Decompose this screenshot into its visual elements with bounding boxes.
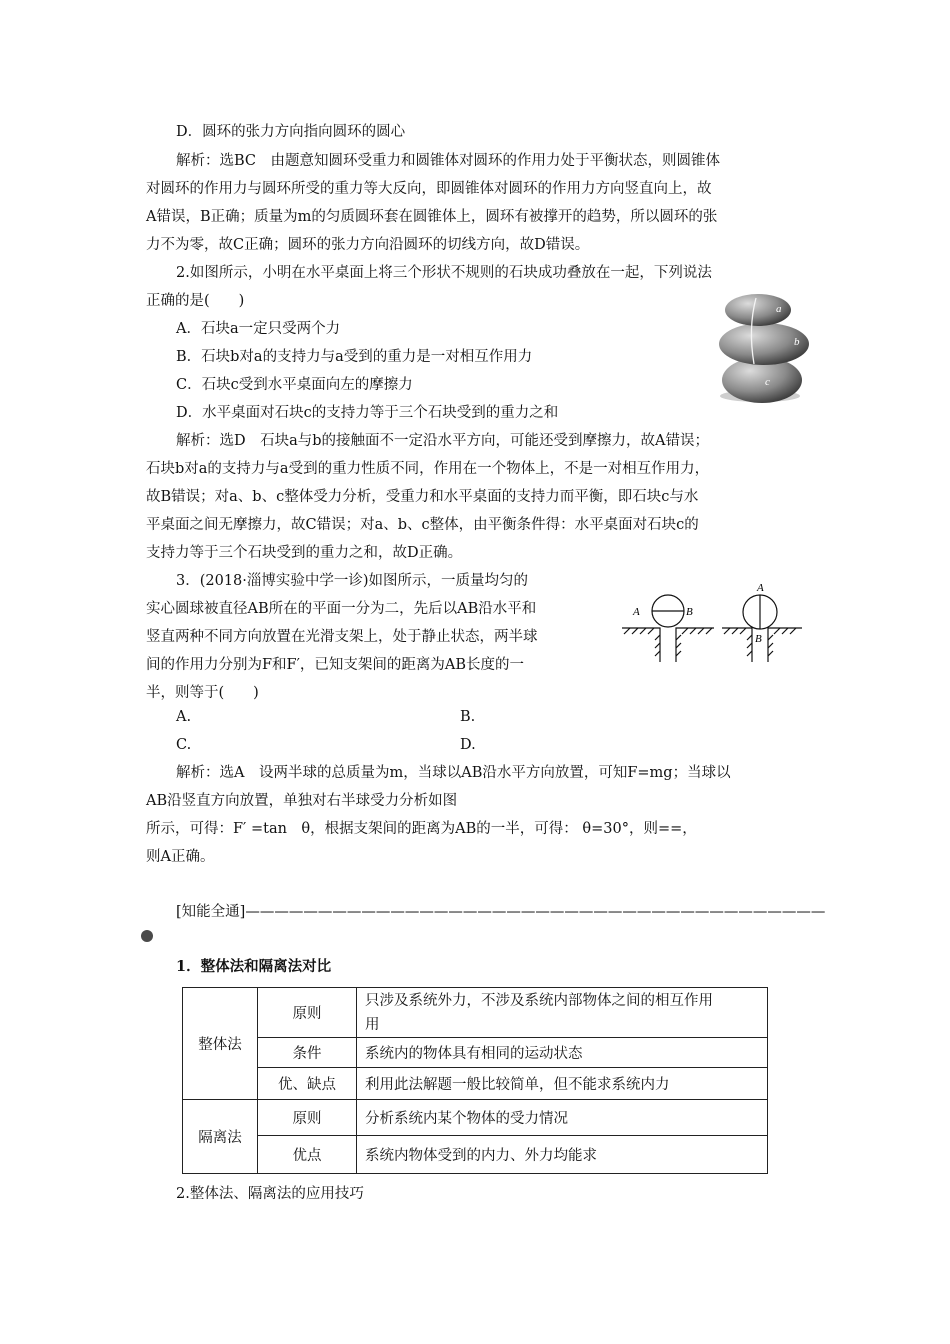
table-value-cell: 分析系统内某个物体的受力情况 <box>357 1100 768 1136</box>
comparison-table <box>182 987 768 1174</box>
label-B: B <box>755 633 762 645</box>
table-key-cell: 条件 <box>258 1038 357 1068</box>
q3-stem-line: 实心圆球被直径AB所在的平面一分为二，先后以AB沿水平和 <box>146 601 537 617</box>
table-value-cell: 利用此法解题一般比较简单，但不能求系统内力 <box>357 1068 768 1100</box>
q3-stem-line: 半，则等于( ) <box>146 685 259 701</box>
q2-analysis-line: 解析：选D 石块a与b的接触面不一定沿水平方向，可能还受到摩擦力，故A错误； <box>176 433 710 449</box>
q1-analysis-line: 解析：选BC 由题意知圆环受重力和圆锥体对圆环的作用力处于平衡状态，则圆锥体 <box>176 153 721 169</box>
table-row <box>183 988 768 1038</box>
q2-analysis-line: 支持力等于三个石块受到的重力之和，故D正确。 <box>146 545 463 561</box>
table-key-cell: 原则 <box>258 1100 357 1136</box>
stone-label-c: c <box>765 376 770 388</box>
q2-option-c: C．石块c受到水平桌面向左的摩擦力 <box>176 377 413 393</box>
section-heading-1: 1．整体法和隔离法对比 <box>176 958 332 975</box>
q2-option-b: B．石块b对a的支持力与a受到的重力是一对相互作用力 <box>176 349 533 365</box>
table-group-cell: 整体法 <box>183 988 258 1100</box>
bullet-dot-icon <box>141 930 153 942</box>
q3-stem-line: 竖直两种不同方向放置在光滑支架上，处于静止状态，两半球 <box>146 629 538 645</box>
label-B: B <box>686 606 693 618</box>
table-row <box>183 1038 768 1068</box>
stone-label-b: b <box>794 336 800 348</box>
table-value-cell: 系统内物体受到的内力、外力均能求 <box>357 1136 768 1174</box>
section-heading-2: 2.整体法、隔离法的应用技巧 <box>176 1186 364 1202</box>
q2-analysis-line: 平桌面之间无摩擦力，故C错误；对a、b、c整体，由平衡条件得：水平桌面对石块c的 <box>146 517 699 533</box>
table-value-text: 只涉及系统外力，不涉及系统内部物体之间的相互作用 <box>365 992 713 1009</box>
q3-analysis-line: 则A正确。 <box>146 849 215 865</box>
table-key-cell: 优、缺点 <box>258 1068 357 1100</box>
stone-label-a: a <box>776 303 782 315</box>
table-value-cell: 系统内的物体具有相同的运动状态 <box>357 1038 768 1068</box>
table-key-cell: 原则 <box>258 988 357 1038</box>
stacked-stones-figure <box>712 288 812 416</box>
table-group-cell: 隔离法 <box>183 1100 258 1174</box>
q3-option-b: B. <box>460 709 476 725</box>
sphere-vertical <box>722 595 802 662</box>
q2-analysis-line: 故B错误；对a、b、c整体受力分析，受重力和水平桌面的支持力而平衡，即石块c与水 <box>146 489 699 505</box>
q3-option-d: D. <box>460 737 476 753</box>
q1-analysis-line: 对圆环的作用力与圆环所受的重力等大反向，即圆锥体对圆环的作用力方向竖直向上，故 <box>146 181 712 197</box>
label-A: A <box>757 582 764 594</box>
table-row <box>183 1136 768 1174</box>
split-sphere-figure <box>618 578 813 664</box>
q3-analysis-line: AB沿竖直方向放置，单独对右半球受力分析如图 <box>146 793 458 809</box>
q1-analysis-line: 力不为零，故C正确；圆环的张力方向沿圆环的切线方向，故D错误。 <box>146 237 590 253</box>
section-header: [知能全通]———————————————————————————————————————— <box>176 904 826 920</box>
q2-option-a: A．石块a一定只受两个力 <box>176 321 341 337</box>
q3-stem-line: 间的作用力分别为F和F′，已知支架间的距离为AB长度的一 <box>146 657 525 673</box>
q3-option-a: A. <box>176 709 192 725</box>
table-row <box>183 1068 768 1100</box>
label-A: A <box>633 606 640 618</box>
table-row <box>183 1100 768 1136</box>
q3-analysis-line: 解析：选A 设两半球的总质量为m，当球以AB沿水平方向放置，可知F=mg；当球以 <box>176 765 731 781</box>
table-value-text: 用 <box>365 1016 380 1033</box>
table-value-cell <box>357 988 768 1038</box>
q2-option-d: D．水平桌面对石块c的支持力等于三个石块受到的重力之和 <box>176 405 559 421</box>
q2-stem-line: 2.如图所示，小明在水平桌面上将三个形状不规则的石块成功叠放在一起，下列说法 <box>176 265 712 281</box>
q3-analysis-line: 所示，可得：F′ =tan θ，根据支架间的距离为AB的一半，可得： θ=30°，则==， <box>146 821 697 837</box>
q1-analysis-line: A错误，B正确；质量为m的匀质圆环套在圆锥体上，圆环有被撑开的趋势，所以圆环的张 <box>146 209 718 225</box>
q3-option-c: C. <box>176 737 192 753</box>
q2-analysis-line: 石块b对a的支持力与a受到的重力性质不同，作用在一个物体上，不是一对相互作用力， <box>146 461 710 477</box>
q2-stem-line: 正确的是( ) <box>146 293 245 309</box>
table-key-cell: 优点 <box>258 1136 357 1174</box>
q1-option-d: D．圆环的张力方向指向圆环的圆心 <box>176 124 406 140</box>
q3-stem-line: 3．(2018·淄博实验中学一诊)如图所示，一质量均匀的 <box>176 573 529 589</box>
